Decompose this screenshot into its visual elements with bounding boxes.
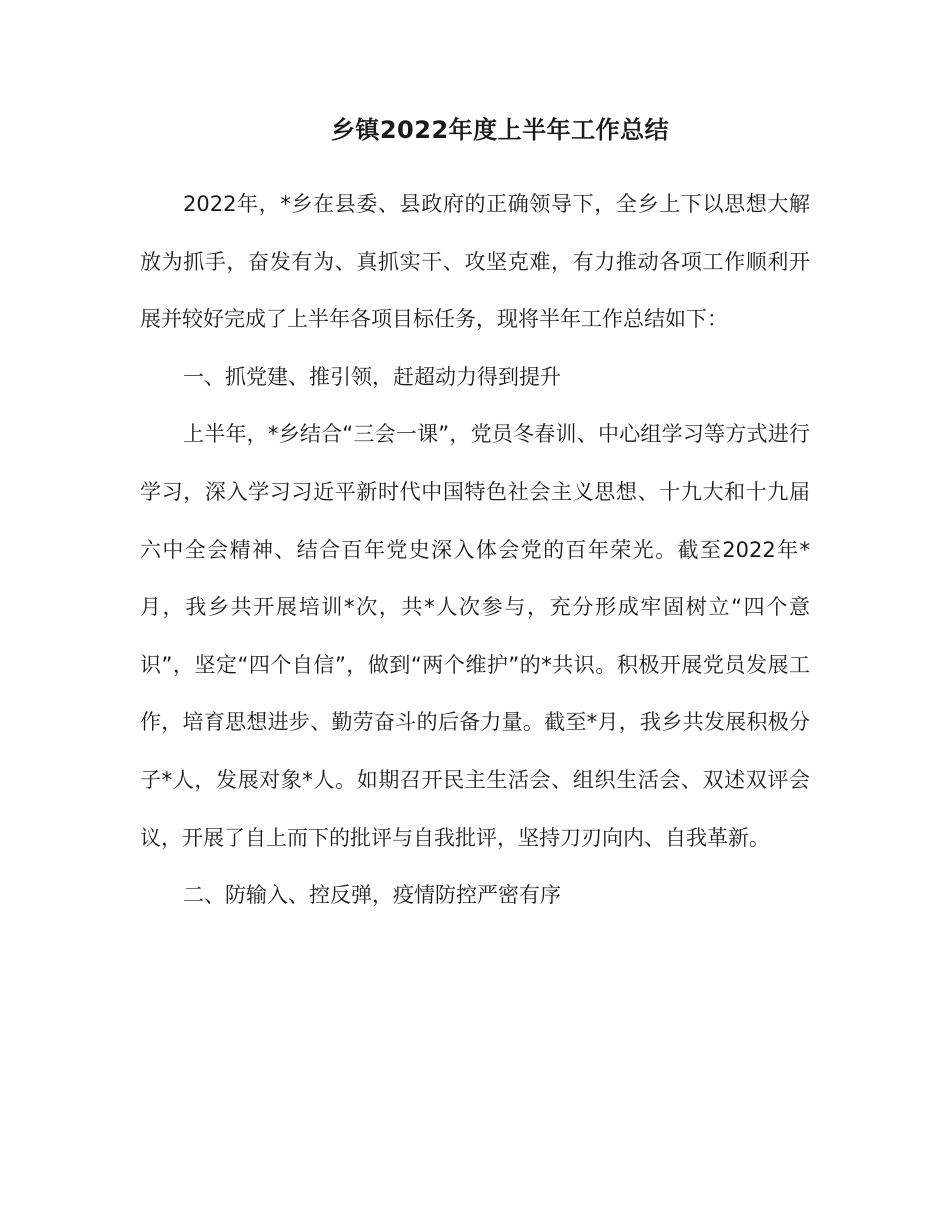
paragraph-party-building: 上半年，*乡结合“三会一课”，党员冬春训、中心组学习等方式进行学习，深入学习习近平新时代中国特色社会主义思想、十九大和十九届六中全会精神、结合百年党史深入体会党的百年荣光。截至2022年*月，我乡共开展培训*次，共*人次参与，充分形成牢固树立“四个意识”，坚定“四个自信”，做到“两个维护”的*共识。积极开展党员发展工作，培育思想进步、勤劳奋斗的后备力量。截至*月，我乡共发展积极分子*人，发展对象*人。如期召开民主生活会、组织生活会、双述双评会议，开展了自上而下的批评与自我批评，坚持刀刃向内、自我革新。 xyxy=(140,422,810,850)
document-body xyxy=(140,176,810,925)
section-heading-2: 二、防输入、控反弹，疫情防控严密有序 xyxy=(183,883,561,908)
document-title: 乡镇2022年度上半年工作总结 xyxy=(330,116,670,144)
paragraph-intro: 2022年，*乡在县委、县政府的正确领导下，全乡上下以思想大解放为抓手，奋发有为、真抓实干、攻坚克难，有力推动各项工作顺利开展并较好完成了上半年各项目标任务，现将半年工作总结如下： xyxy=(140,192,810,332)
section-heading-1: 一、抓党建、推引领，赶超动力得到提升 xyxy=(183,364,561,389)
